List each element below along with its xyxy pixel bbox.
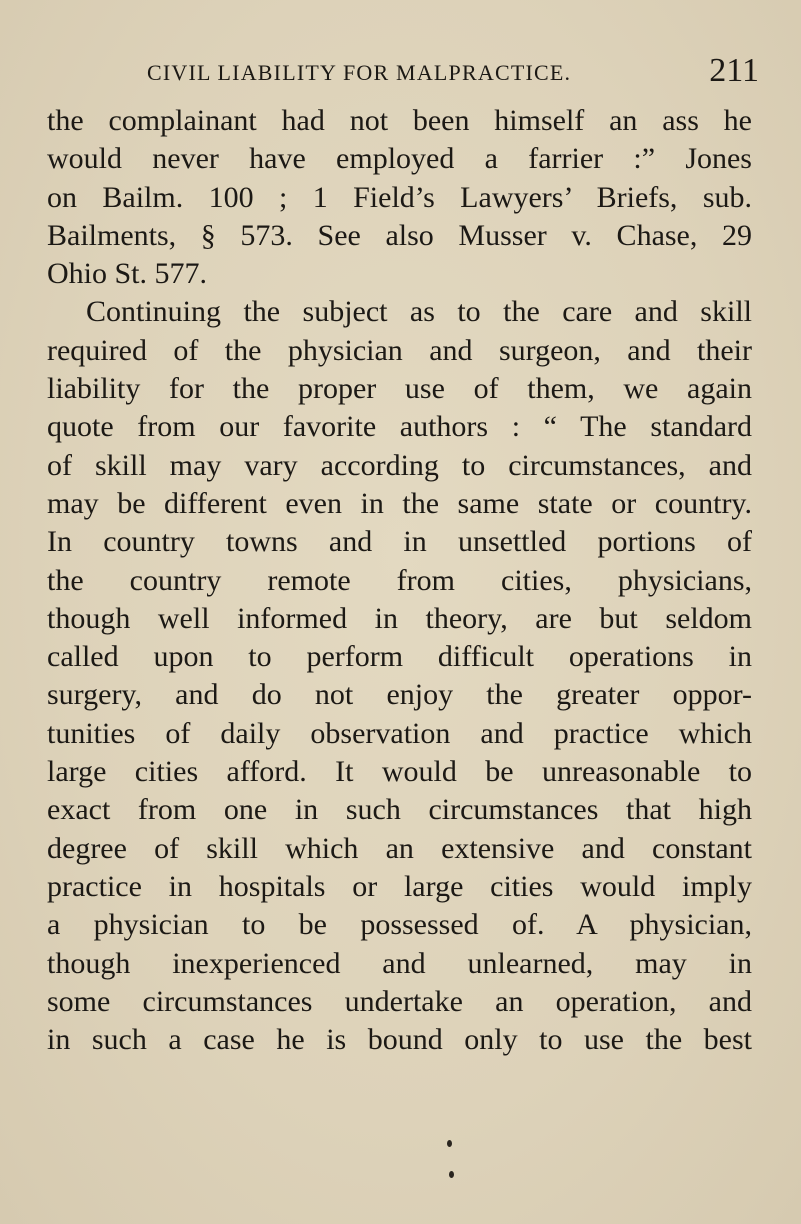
text-line: though inexperienced and unlearned, may in (47, 946, 752, 980)
text-line: in such a case he is bound only to use the best (47, 1023, 752, 1057)
text-line: Ohio St. 577. (47, 257, 208, 291)
text-line: large cities afford. It would be unreasonable to (47, 755, 752, 789)
text-line: exact from one in such circumstances that high (47, 793, 752, 827)
text-line: of skill may vary according to circumstances, and (47, 448, 752, 482)
text-line: on Bailm. 100 ; 1 Field’s Lawyers’ Briefs, sub. (47, 180, 752, 214)
text-line: called upon to perform difficult operations in (47, 640, 752, 674)
ink-speck (447, 1140, 452, 1147)
text-line: liability for the proper use of them, we again (47, 372, 752, 406)
text-line: a physician to be possessed of. A physician, (47, 908, 752, 942)
text-line: In country towns and in unsettled portions of (47, 525, 752, 559)
text-line: some circumstances undertake an operation, and (47, 984, 752, 1018)
text-line: required of the physician and surgeon, and their (47, 333, 752, 367)
text-line: Bailments, § 573. See also Musser v. Chase, 29 (47, 218, 752, 252)
text-line: though well informed in theory, are but seldom (47, 601, 752, 635)
running-head: CIVIL LIABILITY FOR MALPRACTICE. (147, 60, 572, 85)
page-number: 211 (709, 52, 759, 89)
text-line: practice in hospitals or large cities would imply (47, 869, 752, 903)
text-line: may be different even in the same state or country. (47, 486, 752, 520)
ink-speck (449, 1171, 454, 1178)
text-line: surgery, and do not enjoy the greater oppor- (47, 678, 752, 712)
text-line: Continuing the subject as to the care and skill (86, 295, 752, 329)
text-line: degree of skill which an extensive and constant (47, 831, 752, 865)
body-text (47, 102, 752, 1059)
text-line: quote from our favorite authors : “ The standard (47, 410, 752, 444)
text-line: would never have employed a farrier :” Jones (47, 142, 752, 176)
text-line: the country remote from cities, physicians, (47, 563, 752, 597)
page-header (147, 52, 759, 94)
text-line: the complainant had not been himself an ass he (47, 104, 752, 137)
text-line: tunities of daily observation and practice which (47, 716, 752, 750)
